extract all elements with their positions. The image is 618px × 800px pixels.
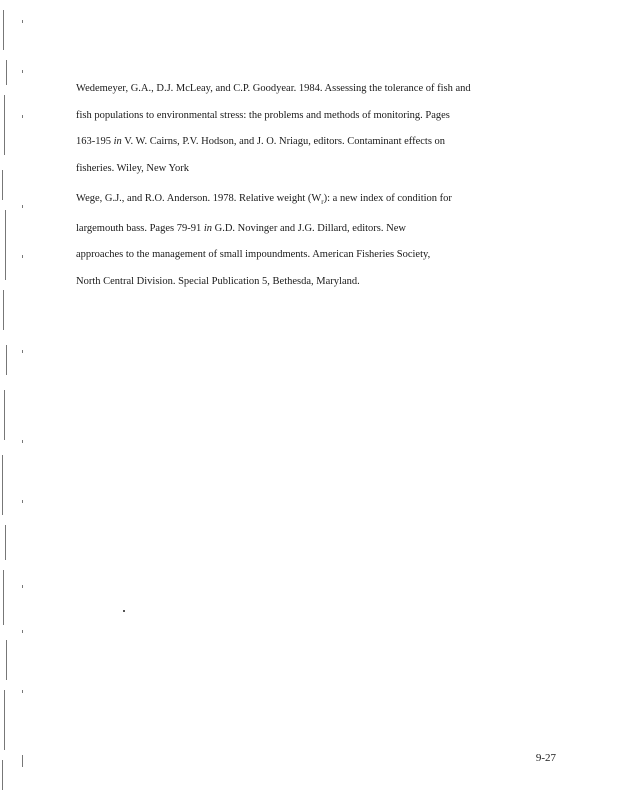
reference-line-text: V. W. Cairns, P.V. Hodson, and J. O. Nriagu, editors. Contaminant effects on: [121, 136, 446, 147]
reference-line-text: ): a new index of condition for: [323, 193, 452, 204]
reference-line-text: 163-195: [76, 136, 114, 147]
reference-line-text: G.D. Novinger and J.G. Dillard, editors. New: [212, 222, 406, 234]
reference-italic-in: in: [203, 222, 213, 234]
reference-list: [76, 76, 556, 299]
scan-speck: [123, 610, 125, 612]
reference-line: [76, 216, 556, 243]
reference-line: [76, 186, 556, 216]
reference-subscript: r: [321, 198, 324, 207]
reference-line: fish populations to environmental stress: the problems and methods of monitoring. Pages: [76, 109, 450, 121]
page-number: 9-27: [535, 752, 556, 764]
reference-line: approaches to the management of small impoundments. American Fisheries Society,: [76, 249, 431, 261]
reference-line-text: largemouth bass. Pages 79-91: [76, 222, 204, 234]
reference-italic-in: in: [113, 136, 122, 147]
reference-line: [76, 129, 556, 156]
reference-line-text: Wege, G.J., and R.O. Anderson. 1978. Relative weight (W: [76, 193, 322, 204]
scan-margin-marks: [0, 0, 30, 800]
reference-line: North Central Division. Special Publication 5, Bethesda, Maryland.: [76, 275, 360, 287]
reference-entry-wege: [76, 186, 556, 295]
reference-entry-wedemeyer: [76, 76, 556, 182]
reference-line: fisheries. Wiley, New York: [76, 162, 190, 174]
reference-line: Wedemeyer, G.A., D.J. McLeay, and C.P. Goodyear. 1984. Assessing the tolerance of fish and: [76, 83, 471, 94]
